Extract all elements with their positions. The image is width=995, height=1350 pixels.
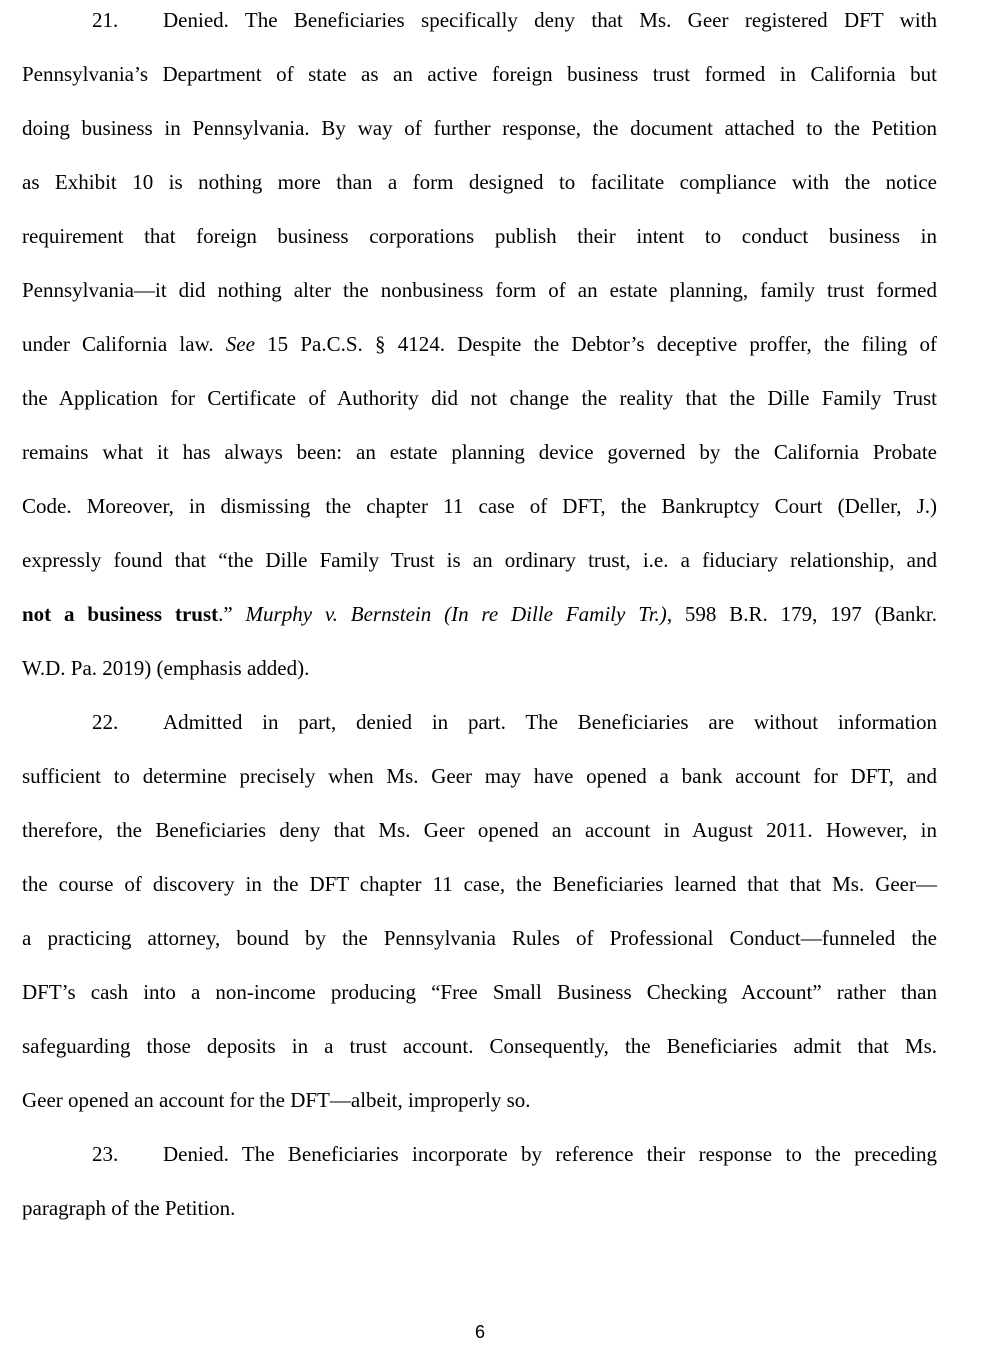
text-line — [22, 1140, 937, 1168]
text-line — [22, 168, 937, 196]
text-line — [22, 1032, 937, 1060]
text-run: the Application for Certificate of Authority did not change the reality that the Dille Family Trust — [22, 386, 937, 410]
page-number: 6 — [474, 1322, 485, 1342]
text-line — [22, 384, 937, 412]
text-run: expressly found that “the Dille Family Trust is an ordinary trust, i.e. a fiduciary relationship, and — [22, 548, 937, 572]
text-line — [22, 924, 937, 952]
text-line — [22, 600, 937, 628]
italic-text: Murphy v. Bernstein (In re Dille Family Tr.) — [245, 602, 667, 626]
text-line — [22, 222, 937, 250]
text-run: Denied. The Beneficiaries incorporate by reference their response to the preceding — [163, 1142, 937, 1166]
text-run: as Exhibit 10 is nothing more than a form designed to facilitate compliance with the notice — [22, 170, 937, 194]
text-run: Pennsylvania’s Department of state as an active foreign business trust formed in California but — [22, 62, 937, 86]
bold-text: not a business trust — [22, 602, 219, 626]
text-run: , 598 B.R. 179, 197 (Bankr. — [666, 602, 938, 626]
text-run: Admitted in part, denied in part. The Beneficiaries are without information — [163, 710, 937, 734]
text-line — [22, 492, 937, 520]
text-line — [22, 438, 937, 466]
text-line — [22, 60, 937, 88]
text-run: DFT’s cash into a non-income producing “Free Small Business Checking Account” rather than — [22, 980, 937, 1004]
text-line — [22, 654, 937, 682]
text-run: 15 Pa.C.S. § 4124. Despite the Debtor’s deceptive proffer, the filing of — [254, 332, 937, 356]
text-run: Pennsylvania—it did nothing alter the nonbusiness form of an estate planning, family trust formed — [22, 278, 937, 302]
text-run: safeguarding those deposits in a trust account. Consequently, the Beneficiaries admit that Ms. — [22, 1034, 937, 1058]
text-run: Denied. The Beneficiaries specifically deny that Ms. Geer registered DFT with — [163, 8, 937, 32]
text-line — [22, 276, 937, 304]
text-run: therefore, the Beneficiaries deny that Ms. Geer opened an account in August 2011. However, in — [22, 818, 937, 842]
text-line — [22, 816, 937, 844]
paragraph-number: 23. — [92, 1142, 119, 1166]
text-line — [22, 546, 937, 574]
paragraph-number: 22. — [92, 710, 119, 734]
text-line — [22, 330, 937, 358]
text-line — [22, 870, 937, 898]
text-run: paragraph of the Petition. — [22, 1196, 236, 1220]
text-line — [22, 114, 937, 142]
text-line — [22, 1194, 937, 1222]
text-run: the course of discovery in the DFT chapter 11 case, the Beneficiaries learned that that Ms. Geer— — [22, 872, 937, 896]
text-line — [22, 708, 937, 736]
paragraph-number: 21. — [92, 8, 119, 32]
text-run: sufficient to determine precisely when Ms. Geer may have opened a bank account for DFT, and — [22, 764, 937, 788]
text-run: requirement that foreign business corporations publish their intent to conduct business in — [22, 224, 937, 248]
text-run: Code. Moreover, in dismissing the chapter 11 case of DFT, the Bankruptcy Court (Deller, J.) — [22, 494, 937, 518]
italic-text: See — [225, 332, 255, 356]
text-run: remains what it has always been: an estate planning device governed by the California Probate — [22, 440, 937, 464]
text-line — [22, 6, 937, 34]
text-line — [22, 978, 937, 1006]
text-run: .” — [218, 602, 246, 626]
text-run: a practicing attorney, bound by the Pennsylvania Rules of Professional Conduct—funneled the — [22, 926, 937, 950]
text-line — [22, 762, 937, 790]
text-run: under California law. — [22, 332, 226, 356]
text-run: W.D. Pa. 2019) (emphasis added). — [22, 656, 310, 680]
text-line — [22, 1086, 937, 1114]
text-run: doing business in Pennsylvania. By way of further response, the document attached to the Petition — [22, 116, 937, 140]
text-run: Geer opened an account for the DFT—albeit, improperly so. — [22, 1088, 531, 1112]
